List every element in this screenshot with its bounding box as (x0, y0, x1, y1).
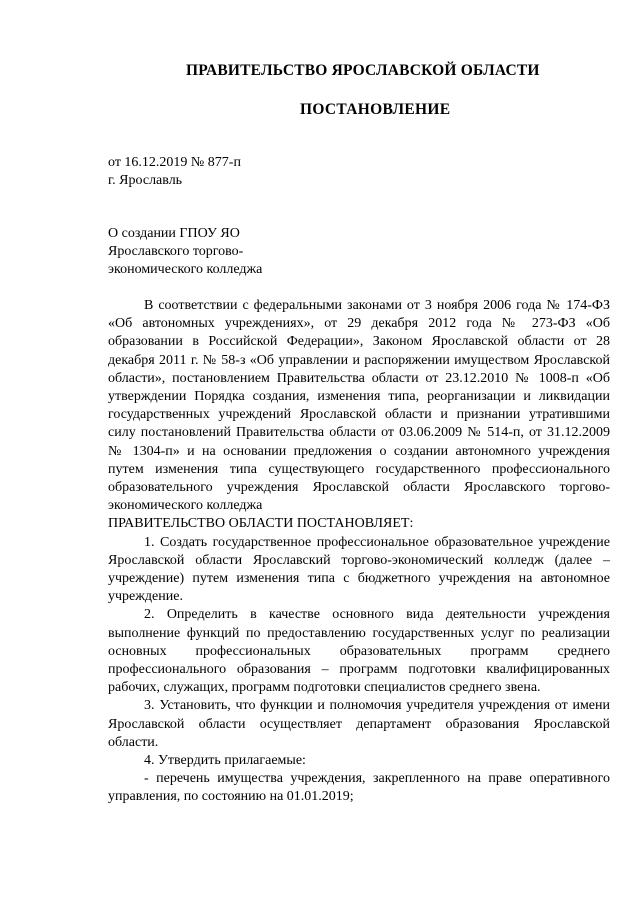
subject-line: О создании ГПОУ ЯО (108, 226, 240, 241)
decree-subitem-list: - перечень имущества учреждения, закрепленного на праве оперативного управления, по состоянию на 01.01.2019; (108, 771, 610, 805)
decree-line: ПРАВИТЕЛЬСТВО ОБЛАСТИ ПОСТАНОВЛЯЕТ: (108, 516, 414, 532)
city: г. Ярославль (108, 173, 183, 188)
subject-line: экономического колледжа (108, 262, 263, 277)
document-subject (108, 225, 262, 279)
document-type-title: ПОСТАНОВЛЕНИЕ (300, 101, 451, 118)
decree-item-4: 4. Утвердить прилагаемые: (144, 753, 306, 769)
subject-line: Ярославского торгово- (108, 244, 244, 259)
document-body (108, 297, 610, 807)
decree-item-3: 3. Установить, что функции и полномочия учредителя учреждения от имени Ярославской области осуществляет департамент образования Ярославской области. (108, 698, 610, 750)
government-title: ПРАВИТЕЛЬСТВО ЯРОСЛАВСКОЙ ОБЛАСТИ (186, 62, 540, 79)
decree-item-1: 1. Создать государственное профессиональное образовательное учреждение Ярославской области Ярославский торгово-экономический колледж (далее – учреждение) путем изменения типа с бюджетного учреждения на автономное учреждение. (108, 534, 610, 605)
preamble-paragraph: В соответствии с федеральными законами от 3 ноября 2006 года № 174-ФЗ «Об автономных учреждениях», от 29 декабря 2012 года № 273-ФЗ «Об образовании в Российской Федерации», Законом Ярославской области от 28 декабря 2011 г. № 58-з «Об управлении и распоряжении имуществом Ярославской области», постановлением Правительства области от 23.12.2010 № 1008-п «Об утверждении Порядка создания, изменения типа, реорганизации и ликвидации государственных учреждений Ярославской области и признании утратившими силу постановлений Правительства области от 03.06.2009 № 514-п, от 31.12.2009 № 1304-п» и на основании предложения о создании автономного учреждения путем изменения типа существующего государственного профессионального образовательного учреждения Ярославской области Ярославского торгово-экономического колледжа (108, 298, 610, 514)
decree-item-2: 2. Определить в качестве основного вида деятельности учреждения выполнение функций по предоставлению государственных услуг по реализации основных профессиональных образовательных программ среднего профессионального образования – программ подготовки квалифицированных рабочих, служащих, программ подготовки специалистов среднего звена. (108, 607, 610, 696)
document-meta (108, 154, 241, 190)
date-number: от 16.12.2019 № 877-п (108, 155, 241, 170)
